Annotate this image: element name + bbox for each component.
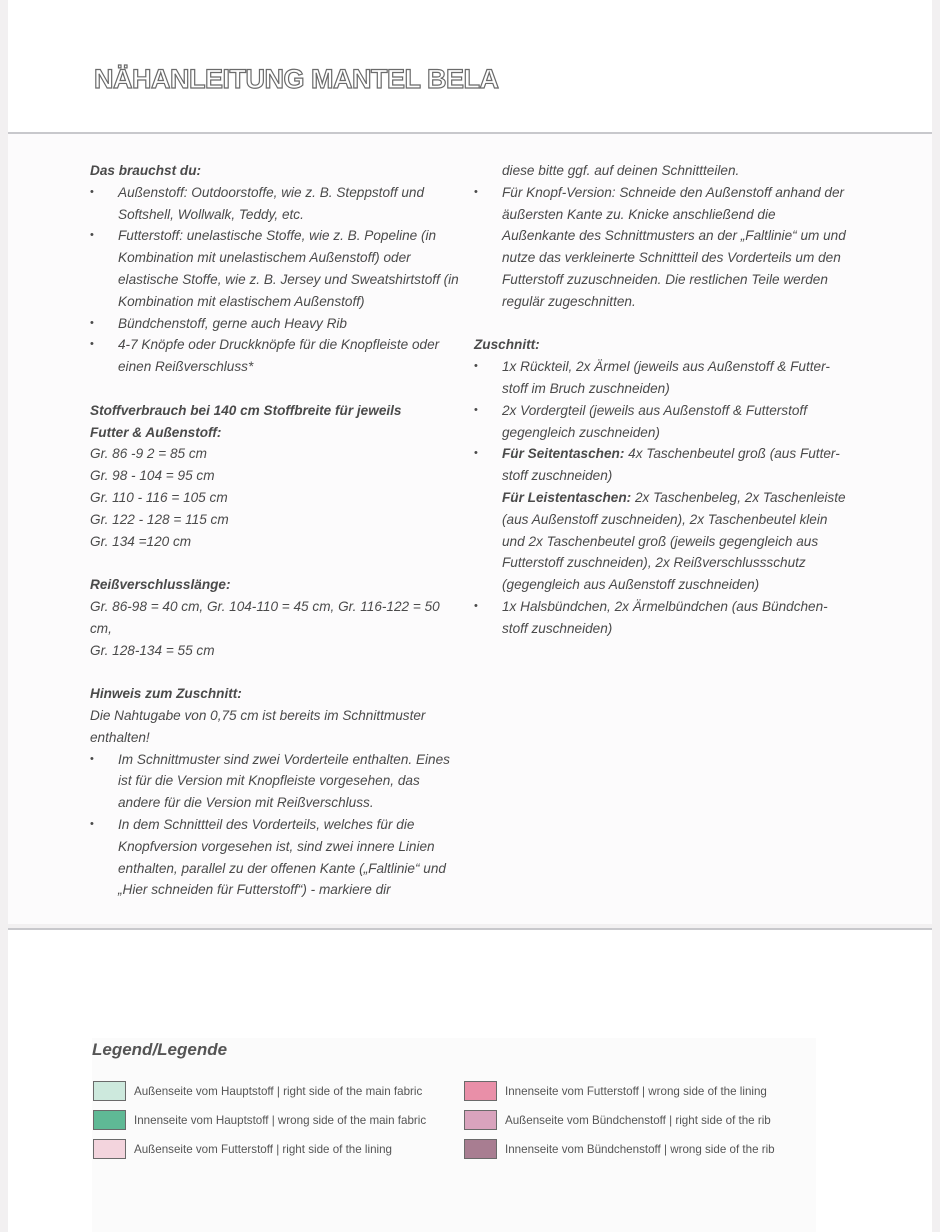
cut-hint-heading: Hinweis zum Zuschnitt: (90, 686, 242, 702)
left-column (90, 160, 462, 901)
color-swatch (93, 1081, 126, 1101)
list-item: • In dem Schnittteil des Vorderteils, welches für die Knopfversion vorgesehen ist, sind zwei innere Linien enthalten, parallel zu der offenen Kante („Faltlinie“ und „Hier schneiden für Futterstoff“) - markiere dir (90, 814, 462, 901)
needs-heading: Das brauchst du: (90, 163, 202, 178)
list-item: • Für Knopf-Version: Schneide den Außenstoff anhand der äußersten Kante zu. Knicke anschließend die Außenkante des Schnittmusters an der „Faltlinie“ um und nutze das verkleinerte Schnittteil des Vorderteils um den Futterstoff zuzuschneiden. Die restlichen Teile werden regulär zugeschnitten. (474, 182, 846, 313)
right-column (474, 160, 846, 640)
cut-hint-text: Die Nahtugabe von 0,75 cm ist bereits im Schnittmuster (90, 707, 426, 723)
zipper-line: Gr. 128-134 = 55 cm (90, 642, 215, 658)
legend-label: Innenseite vom Futterstoff | wrong side of the lining (505, 1084, 767, 1098)
fabric-size-line: Gr. 134 =120 cm (90, 533, 192, 549)
welt-pocket-text: 2x Taschenbeleg, 2x Taschenleiste (aus Außenstoff zuschneiden), 2x Taschenbeutel klein und 2x Taschenbeutel groß (jeweils gegengleich aus Futterstoff zuschneiden), 2x Reißverschlussschutz (gegengleich aus Außenstoff zuschneiden) (502, 489, 846, 593)
legend-item (464, 1080, 767, 1102)
cut-hint-list (90, 749, 462, 902)
fabric-size-line: Gr. 98 - 104 = 95 cm (90, 468, 215, 484)
legend-page (8, 928, 932, 1232)
list-item: • 1x Halsbündchen, 2x Ärmelbündchen (aus Bündchen-stoff zuschneiden) (474, 596, 846, 640)
legend-item (93, 1138, 392, 1160)
side-pocket-label: Für Seitentaschen: (502, 446, 625, 462)
needs-list (90, 182, 462, 378)
continued-list (474, 160, 846, 313)
fabric-heading: Stoffverbrauch bei 140 cm Stoffbreite für jeweils (90, 402, 402, 418)
list-item: • Futterstoff: unelastische Stoffe, wie z. B. Popeline (in Kombination mit unelastischem Außenstoff) oder elastische Stoffe, wie z. B. Jersey und Sweatshirtstoff (in Kombination mit elastischem Außenstoff) (90, 225, 462, 312)
side-pocket-text: 4x Taschenbeutel groß (aus Futter-stoff zuschneiden) (502, 446, 840, 484)
color-swatch (464, 1139, 497, 1159)
legend-label: Außenseite vom Bündchenstoff | right side of the rib (505, 1113, 771, 1127)
legend-box (92, 1038, 816, 1232)
color-swatch (464, 1081, 497, 1101)
color-swatch (93, 1139, 126, 1159)
legend-item (93, 1080, 422, 1102)
legend-label: Innenseite vom Hauptstoff | wrong side of the main fabric (134, 1113, 427, 1127)
fabric-size-line: Gr. 110 - 116 = 105 cm (90, 489, 228, 505)
list-item-continued: diese bitte ggf. auf deinen Schnittteilen. (502, 163, 740, 178)
color-swatch (464, 1110, 497, 1130)
legend-label: Außenseite vom Hauptstoff | right side of the main fabric (134, 1084, 423, 1098)
list-item: • 4-7 Knöpfe oder Druckknöpfe für die Knopfleiste oder einen Reißverschluss* (90, 334, 462, 378)
list-item: • Bündchenstoff, gerne auch Heavy Rib (90, 313, 462, 335)
list-item: • Außenstoff: Outdoorstoffe, wie z. B. Steppstoff und Softshell, Wollwalk, Teddy, etc. (90, 182, 462, 226)
list-item (474, 487, 846, 596)
fabric-size-line: Gr. 122 - 128 = 115 cm (90, 511, 229, 527)
header-band (8, 0, 932, 134)
zipper-line: Gr. 86-98 = 40 cm, Gr. 104-110 = 45 cm, Gr. 116-122 = 50 cm, (90, 598, 440, 636)
zipper-heading: Reißverschlusslänge: (90, 577, 231, 593)
list-item (474, 443, 846, 487)
instruction-page (8, 0, 932, 924)
legend-item (464, 1109, 771, 1131)
legend-label: Innenseite vom Bündchenstoff | wrong side of the rib (505, 1142, 775, 1156)
legend-item (93, 1109, 426, 1131)
list-item: • Im Schnittmuster sind zwei Vorderteile enthalten. Eines ist für die Version mit Knopfleiste vorgesehen, das andere für die Version mit Reißverschluss. (90, 749, 462, 814)
cut-list (474, 356, 846, 639)
welt-pocket-label: Für Leistentaschen: (502, 489, 632, 505)
fabric-heading-2: Futter & Außenstoff: (90, 424, 222, 440)
list-item: • 1x Rückteil, 2x Ärmel (jeweils aus Außenstoff & Futter-stoff im Bruch zuschneiden) (474, 356, 846, 400)
fabric-size-line: Gr. 86 -9 2 = 85 cm (90, 446, 207, 462)
cut-heading: Zuschnitt: (474, 337, 540, 353)
page-title: NÄHANLEITUNG MANTEL BELA (94, 64, 499, 94)
color-swatch (93, 1110, 126, 1130)
list-item: • 2x Vordergteil (jeweils aus Außenstoff & Futterstoff gegengleich zuschneiden) (474, 400, 846, 444)
legend-title: Legend/Legende (92, 1040, 228, 1059)
cut-hint-text: enthalten! (90, 729, 150, 745)
legend-item (464, 1138, 775, 1160)
legend-label: Außenseite vom Futterstoff | right side of the lining (134, 1142, 392, 1156)
